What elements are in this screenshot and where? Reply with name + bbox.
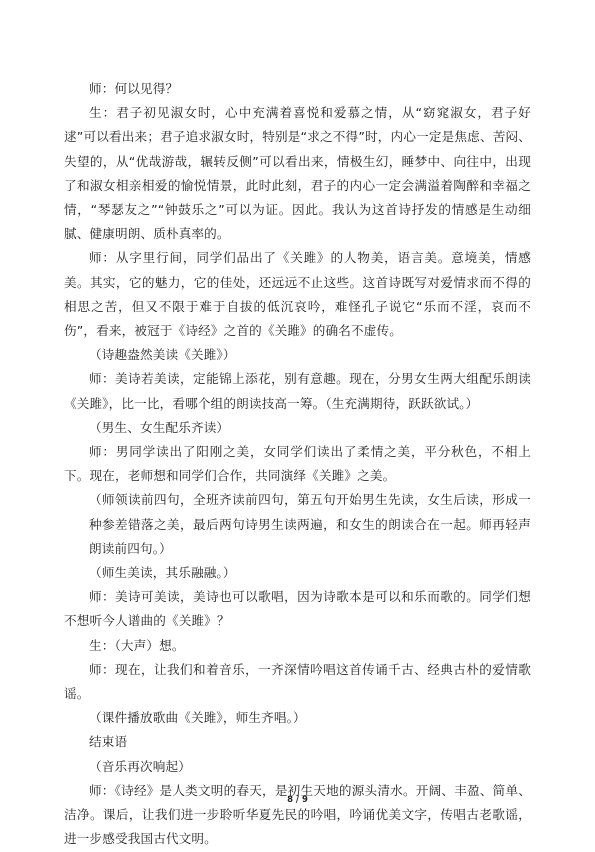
- document-body: [64, 77, 531, 852]
- paragraph-5: 师：美诗若美读，定能锦上添花，别有意趣。现在，分男女生两大组配乐朗读《关雎》，比一比，看哪个组的朗读技高一筹。（生充满期待，跃跃欲试。）: [64, 371, 531, 411]
- stage-direction-music: （音乐再次响起）: [89, 758, 191, 774]
- paragraph-1: 师：何以见得？: [89, 81, 179, 96]
- section-heading-reading: （诗趣盎然美读《关雎》）: [89, 347, 236, 363]
- paragraph-closing: 师：《诗经》是人类文明的春天，是初生天地的源头清水。开阔、丰盈、简单、洁净。课后，让我们进一步聆听华夏先民的吟唱，吟诵优美文字，传唱古老歌谣，进一步感受我国古代文明。: [64, 782, 531, 847]
- paragraph-7: 师：男同学读出了阳刚之美，女同学们读出了柔情之美，平分秋色，不相上下。现在，老师想和同学们合作，共同演绎《关雎》之美。: [64, 444, 531, 484]
- paragraph-11: 生：（大声）想。: [89, 637, 185, 653]
- section-heading-conclusion: 结束语: [89, 734, 128, 750]
- paragraph-3: 师：从字里行间，同学们品出了《关雎》的人物美，语言美。意境美，情感美。其实，它的魅力，它的佳处，还远远不止这些。这首诗既写对爱情求而不得的相思之苦，但又不限于难于自拔的低沉哀吟，难怪孔子说它“乐而不淫，哀而不伤”，看来，被冠于《诗经》之首的《关雎》的确名不虚传。: [64, 250, 531, 339]
- paragraph-12: 师：现在，让我们和着音乐，一齐深情吟唱这首传诵千古、经典古朴的爱情歌谣。: [64, 661, 531, 702]
- paragraph-10: 师：美诗可美读，美诗也可以歌唱，因为诗歌本是可以和乐而歌的。同学们想不想听今人谱曲的《关雎》？: [64, 589, 531, 629]
- stage-direction-song: （课件播放歌曲《关雎》，师生齐唱。）: [89, 710, 306, 726]
- paragraph-2: 生：君子初见淑女时，心中充满着喜悦和爱慕之情，从“窈窕淑女，君子好逑”可以看出来；君子追求淑女时，特别是“求之不得”时，内心一定是焦虑、苦闷、失望的，从“优哉游哉，辗转反侧”可以看出来，情极生幻，睡梦中、向往中，出现了和淑女相亲相爱的愉悦情景，此时此刻，君子的内心一定会满溢着陶醉和幸福之情，“琴瑟友之”“钟鼓乐之”可以为证。因此。我认为这首诗抒发的情感是生动细腻、健康明朗、质朴真率的。: [64, 105, 531, 242]
- stage-direction-joint-reading: （师生美读，其乐融融。）: [89, 565, 236, 581]
- page-number: 8 / 9: [287, 795, 308, 805]
- stage-direction-lead-reading: （师领读前四句，全班齐读前四句，第五句开始男生先读，女生后读，形成一种参差错落之美，最后两句诗男生读两遍，和女生的朗读合在一起。师再轻声朗读前四句。）: [89, 492, 531, 556]
- stage-direction-group-reading: （男生、女生配乐齐读）: [89, 419, 230, 435]
